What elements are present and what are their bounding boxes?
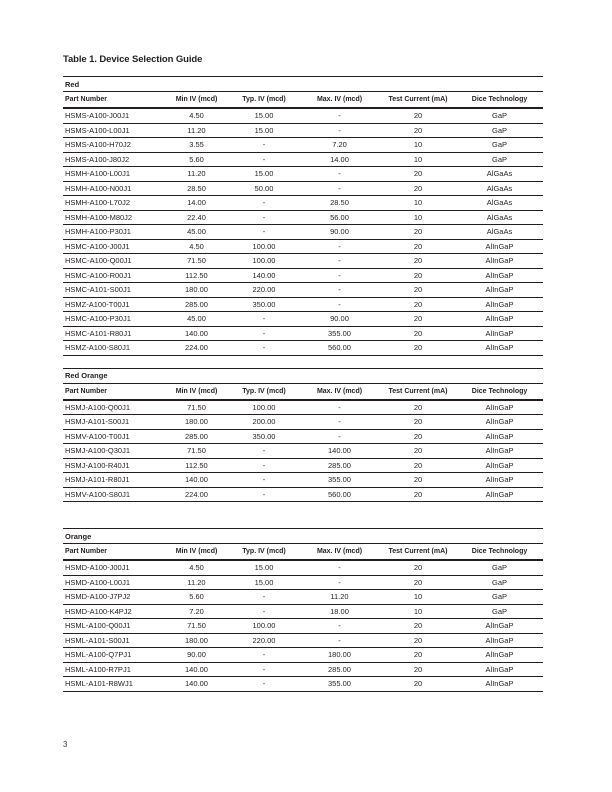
device-cell: HSMC-A100-P30J1 xyxy=(63,312,164,327)
column-header: Dice Technology xyxy=(456,92,543,109)
device-cell: 285.00 xyxy=(164,429,229,444)
device-row xyxy=(63,268,543,283)
device-cell: 7.20 xyxy=(164,604,229,619)
device-cell: AlInGaP xyxy=(485,343,514,353)
device-row xyxy=(63,138,543,153)
device-cell: 285.00 xyxy=(299,458,380,473)
device-cell: 71.50 xyxy=(164,619,229,634)
device-cell: - xyxy=(299,167,380,182)
device-cell: 100.00 xyxy=(229,254,299,269)
device-cell: 20 xyxy=(380,167,456,182)
column-header: Typ. IV (mcd) xyxy=(229,92,299,109)
device-cell: AlInGaP xyxy=(456,326,543,341)
device-cell: AlInGaP xyxy=(456,283,543,298)
device-cell: - xyxy=(299,123,380,138)
color-section-row xyxy=(63,77,543,92)
device-cell: 560.00 xyxy=(328,489,351,499)
column-header: Part Number xyxy=(63,92,164,109)
device-cell: 20 xyxy=(380,473,456,488)
device-cell: - xyxy=(229,662,299,677)
device-cell: 10 xyxy=(380,196,456,211)
column-header: Max. IV (mcd) xyxy=(299,383,380,400)
device-cell: 20 xyxy=(380,648,456,663)
column-header: Max. IV (mcd) xyxy=(299,92,380,109)
device-cell: 140.00 xyxy=(164,473,229,488)
table-body xyxy=(63,400,543,502)
device-cell: HSMS-A100-L00J1 xyxy=(63,123,164,138)
device-cell: GaP xyxy=(456,108,543,123)
device-cell: 4.50 xyxy=(164,108,229,123)
device-cell: 100.00 xyxy=(229,239,299,254)
device-cell: - xyxy=(299,181,380,196)
device-row xyxy=(63,123,543,138)
device-cell: 15.00 xyxy=(229,560,299,575)
device-cell: AlInGaP xyxy=(456,662,543,677)
device-row xyxy=(63,196,543,211)
device-cell: - xyxy=(299,297,380,312)
device-cell: 20 xyxy=(380,283,456,298)
device-cell: 11.20 xyxy=(299,590,380,605)
device-cell: HSMC-A100-R00J1 xyxy=(63,268,164,283)
column-header-row xyxy=(63,383,543,400)
device-cell: 140.00 xyxy=(229,268,299,283)
color-section-row xyxy=(63,529,543,544)
device-cell: HSMJ-A100-R40J1 xyxy=(63,458,164,473)
column-header: Min IV (mcd) xyxy=(164,544,229,561)
device-cell: 100.00 xyxy=(229,619,299,634)
device-cell: 220.00 xyxy=(229,633,299,648)
device-cell: HSMV-A100-S80J1 xyxy=(65,489,131,499)
device-cell: GaP xyxy=(456,575,543,590)
device-cell: 15.00 xyxy=(229,575,299,590)
table-body xyxy=(63,108,543,355)
device-row xyxy=(63,210,543,225)
device-cell: - xyxy=(299,108,380,123)
device-cell: 20 xyxy=(380,444,456,459)
device-cell: 5.60 xyxy=(164,590,229,605)
device-cell: - xyxy=(299,429,380,444)
device-cell: 20 xyxy=(413,343,423,353)
device-row xyxy=(63,341,543,356)
device-selection-table xyxy=(63,528,543,692)
device-cell: 14.00 xyxy=(164,196,229,211)
device-row xyxy=(63,677,543,692)
device-cell: HSMJ-A100-Q30J1 xyxy=(63,444,164,459)
device-cell: AlGaAs xyxy=(456,167,543,182)
device-cell: 180.00 xyxy=(164,283,229,298)
column-header: Dice Technology xyxy=(456,383,543,400)
device-row xyxy=(63,648,543,663)
device-row xyxy=(63,225,543,240)
device-cell: 20 xyxy=(380,123,456,138)
device-cell: 180.00 xyxy=(299,648,380,663)
device-cell: 20 xyxy=(380,458,456,473)
device-row xyxy=(63,152,543,167)
device-selection-table xyxy=(63,76,543,356)
device-cell: AlInGaP xyxy=(456,254,543,269)
device-cell: 224.00 xyxy=(185,343,208,353)
device-cell: 10 xyxy=(380,590,456,605)
device-cell: HSMS-A100-J00J1 xyxy=(63,108,164,123)
device-cell: HSML-A100-Q7PJ1 xyxy=(63,648,164,663)
device-cell: 18.00 xyxy=(299,604,380,619)
device-cell: 20 xyxy=(380,662,456,677)
device-cell: 45.00 xyxy=(164,225,229,240)
device-cell: 20 xyxy=(380,429,456,444)
color-section-label: Orange xyxy=(63,529,543,544)
device-cell: 10 xyxy=(380,210,456,225)
device-cell: GaP xyxy=(456,560,543,575)
column-header: Part Number xyxy=(63,544,164,561)
device-cell: - xyxy=(229,152,299,167)
device-cell: HSML-A101-R8WJ1 xyxy=(65,679,133,689)
device-cell: 140.00 xyxy=(164,662,229,677)
device-cell: AlGaAs xyxy=(456,225,543,240)
device-row xyxy=(63,458,543,473)
device-cell: 15.00 xyxy=(229,123,299,138)
device-cell: 15.00 xyxy=(229,167,299,182)
device-cell: - xyxy=(299,575,380,590)
device-cell: GaP xyxy=(456,590,543,605)
device-cell: 20 xyxy=(380,181,456,196)
device-cell: 20 xyxy=(380,575,456,590)
device-cell: 7.20 xyxy=(299,138,380,153)
device-cell: HSMC-A100-Q00J1 xyxy=(63,254,164,269)
device-cell: 140.00 xyxy=(299,444,380,459)
device-cell: AlInGaP xyxy=(456,268,543,283)
device-cell: 45.00 xyxy=(164,312,229,327)
device-cell: 20 xyxy=(413,489,423,499)
device-cell: AlGaAs xyxy=(456,181,543,196)
device-cell: 90.00 xyxy=(299,225,380,240)
device-cell: - xyxy=(229,444,299,459)
device-cell: - xyxy=(229,225,299,240)
device-cell: 20 xyxy=(380,400,456,415)
device-cell: HSMC-A101-R80J1 xyxy=(63,326,164,341)
device-cell: 4.50 xyxy=(164,239,229,254)
device-row xyxy=(63,575,543,590)
device-cell: - xyxy=(299,268,380,283)
device-cell: HSMS-A100-J80J2 xyxy=(63,152,164,167)
device-cell: 180.00 xyxy=(164,415,229,430)
device-cell: HSMH-A100-M80J2 xyxy=(63,210,164,225)
device-row xyxy=(63,167,543,182)
device-row xyxy=(63,312,543,327)
device-cell: HSML-A100-Q00J1 xyxy=(63,619,164,634)
device-row xyxy=(63,444,543,459)
device-row xyxy=(63,415,543,430)
device-cell: HSMD-A100-J00J1 xyxy=(63,560,164,575)
device-cell: AlInGaP xyxy=(456,619,543,634)
device-row xyxy=(63,590,543,605)
device-cell: HSML-A100-R7PJ1 xyxy=(63,662,164,677)
device-cell: AlInGaP xyxy=(456,648,543,663)
device-cell: 5.60 xyxy=(164,152,229,167)
device-cell: 15.00 xyxy=(229,108,299,123)
device-cell: AlInGaP xyxy=(456,633,543,648)
device-cell: 112.50 xyxy=(164,458,229,473)
device-cell: AlInGaP xyxy=(456,297,543,312)
device-cell: HSMD-A100-K4PJ2 xyxy=(63,604,164,619)
device-cell: - xyxy=(299,633,380,648)
device-cell: AlInGaP xyxy=(456,429,543,444)
device-cell: 28.50 xyxy=(299,196,380,211)
device-row xyxy=(63,619,543,634)
device-cell: HSMZ-A100-S80J1 xyxy=(65,343,131,353)
device-cell: 3.55 xyxy=(164,138,229,153)
device-cell: 71.50 xyxy=(164,254,229,269)
device-cell: AlInGaP xyxy=(456,458,543,473)
tables-container xyxy=(63,76,549,692)
device-cell: HSMH-A100-L70J2 xyxy=(63,196,164,211)
device-cell: 10 xyxy=(380,138,456,153)
device-cell: HSMD-A100-L00J1 xyxy=(63,575,164,590)
color-section-row xyxy=(63,368,543,383)
device-cell: 22.40 xyxy=(164,210,229,225)
device-cell: - xyxy=(229,138,299,153)
column-header: Max. IV (mcd) xyxy=(299,544,380,561)
device-cell: - xyxy=(299,400,380,415)
device-cell: - xyxy=(229,210,299,225)
device-cell: AlGaAs xyxy=(456,210,543,225)
column-header: Dice Technology xyxy=(456,544,543,561)
device-cell: - xyxy=(262,679,266,689)
device-cell: 20 xyxy=(380,225,456,240)
device-cell: - xyxy=(262,343,266,353)
device-cell: AlInGaP xyxy=(456,400,543,415)
device-cell: 224.00 xyxy=(185,489,208,499)
device-cell: AlGaAs xyxy=(456,196,543,211)
device-cell: 20 xyxy=(380,268,456,283)
device-cell: 200.00 xyxy=(229,415,299,430)
device-row xyxy=(63,297,543,312)
device-cell: HSMJ-A101-S00J1 xyxy=(63,415,164,430)
device-cell: 20 xyxy=(380,297,456,312)
device-cell: GaP xyxy=(456,604,543,619)
device-cell: HSMC-A101-S00J1 xyxy=(63,283,164,298)
device-cell: - xyxy=(299,239,380,254)
device-row xyxy=(63,487,543,502)
device-cell: 100.00 xyxy=(229,400,299,415)
color-section-label: Red Orange xyxy=(63,368,543,383)
device-cell: - xyxy=(229,590,299,605)
device-cell: HSMJ-A100-Q00J1 xyxy=(63,400,164,415)
device-row xyxy=(63,181,543,196)
device-cell: 112.50 xyxy=(164,268,229,283)
device-cell: 20 xyxy=(380,326,456,341)
device-cell: 14.00 xyxy=(299,152,380,167)
device-row xyxy=(63,429,543,444)
device-cell: HSMZ-A100-T00J1 xyxy=(63,297,164,312)
device-cell: HSMJ-A101-R80J1 xyxy=(63,473,164,488)
device-cell: - xyxy=(229,196,299,211)
device-row xyxy=(63,108,543,123)
device-cell: 560.00 xyxy=(328,343,351,353)
device-row xyxy=(63,254,543,269)
device-cell: 180.00 xyxy=(164,633,229,648)
device-cell: 355.00 xyxy=(299,326,380,341)
device-cell: - xyxy=(229,458,299,473)
device-cell: 90.00 xyxy=(164,648,229,663)
device-row xyxy=(63,633,543,648)
device-cell: AlInGaP xyxy=(456,444,543,459)
device-cell: HSMH-A100-L00J1 xyxy=(63,167,164,182)
device-cell: 90.00 xyxy=(299,312,380,327)
device-cell: 285.00 xyxy=(164,297,229,312)
device-cell: - xyxy=(229,473,299,488)
column-header: Min IV (mcd) xyxy=(164,92,229,109)
device-cell: 20 xyxy=(380,312,456,327)
column-header: Test Current (mA) xyxy=(380,92,456,109)
device-cell: - xyxy=(229,604,299,619)
device-row xyxy=(63,662,543,677)
column-header: Typ. IV (mcd) xyxy=(229,544,299,561)
device-cell: AlInGaP xyxy=(485,489,514,499)
device-row xyxy=(63,473,543,488)
device-cell: 71.50 xyxy=(164,400,229,415)
device-cell: HSMV-A100-T00J1 xyxy=(63,429,164,444)
column-header: Test Current (mA) xyxy=(380,383,456,400)
device-cell: 140.00 xyxy=(185,679,208,689)
device-cell: 10 xyxy=(380,604,456,619)
device-cell: - xyxy=(299,254,380,269)
device-cell: HSMH-A100-N00J1 xyxy=(63,181,164,196)
device-cell: AlInGaP xyxy=(456,415,543,430)
device-cell: 350.00 xyxy=(229,429,299,444)
device-cell: 20 xyxy=(380,239,456,254)
device-cell: 71.50 xyxy=(164,444,229,459)
device-cell: - xyxy=(229,326,299,341)
column-header: Test Current (mA) xyxy=(380,544,456,561)
device-cell: 11.20 xyxy=(164,123,229,138)
device-cell: - xyxy=(299,283,380,298)
device-cell: 56.00 xyxy=(299,210,380,225)
device-cell: 10 xyxy=(380,152,456,167)
device-cell: 50.00 xyxy=(229,181,299,196)
device-cell: 11.20 xyxy=(164,575,229,590)
device-cell: AlInGaP xyxy=(456,312,543,327)
page-number: 3 xyxy=(63,740,68,749)
column-header-row xyxy=(63,544,543,561)
device-cell: GaP xyxy=(456,152,543,167)
device-cell: 140.00 xyxy=(164,326,229,341)
device-cell: HSMC-A100-J00J1 xyxy=(63,239,164,254)
device-cell: 4.50 xyxy=(164,560,229,575)
device-selection-table xyxy=(63,368,543,503)
column-header: Part Number xyxy=(63,383,164,400)
device-cell: AlInGaP xyxy=(456,473,543,488)
device-cell: - xyxy=(299,415,380,430)
device-cell: AlInGaP xyxy=(456,239,543,254)
device-cell: 20 xyxy=(380,560,456,575)
device-cell: HSMH-A100-P30J1 xyxy=(63,225,164,240)
table-body xyxy=(63,560,543,691)
device-cell: 20 xyxy=(380,108,456,123)
device-cell: - xyxy=(299,560,380,575)
table-title: Table 1. Device Selection Guide xyxy=(63,54,203,65)
column-header-row xyxy=(63,92,543,109)
device-row xyxy=(63,239,543,254)
column-header: Min IV (mcd) xyxy=(164,383,229,400)
device-row xyxy=(63,604,543,619)
device-row xyxy=(63,283,543,298)
device-cell: 285.00 xyxy=(299,662,380,677)
device-cell: 28.50 xyxy=(164,181,229,196)
device-cell: 355.00 xyxy=(299,473,380,488)
device-cell: - xyxy=(262,489,266,499)
device-cell: AlInGaP xyxy=(485,679,514,689)
device-cell: 220.00 xyxy=(229,283,299,298)
device-cell: 20 xyxy=(413,679,423,689)
column-header: Typ. IV (mcd) xyxy=(229,383,299,400)
device-row xyxy=(63,400,543,415)
device-cell: 20 xyxy=(380,633,456,648)
device-cell: HSMD-A100-J7PJ2 xyxy=(63,590,164,605)
device-cell: HSMS-A100-H70J2 xyxy=(63,138,164,153)
device-row xyxy=(63,326,543,341)
device-row xyxy=(63,560,543,575)
device-cell: - xyxy=(299,619,380,634)
device-cell: 20 xyxy=(380,415,456,430)
device-cell: 350.00 xyxy=(229,297,299,312)
device-cell: 20 xyxy=(380,619,456,634)
device-cell: - xyxy=(229,648,299,663)
device-cell: 355.00 xyxy=(328,679,351,689)
device-cell: 20 xyxy=(380,254,456,269)
device-cell: GaP xyxy=(456,138,543,153)
color-section-label: Red xyxy=(63,77,543,92)
device-cell: - xyxy=(229,312,299,327)
device-cell: 11.20 xyxy=(164,167,229,182)
device-cell: HSML-A101-S00J1 xyxy=(63,633,164,648)
device-cell: GaP xyxy=(456,123,543,138)
